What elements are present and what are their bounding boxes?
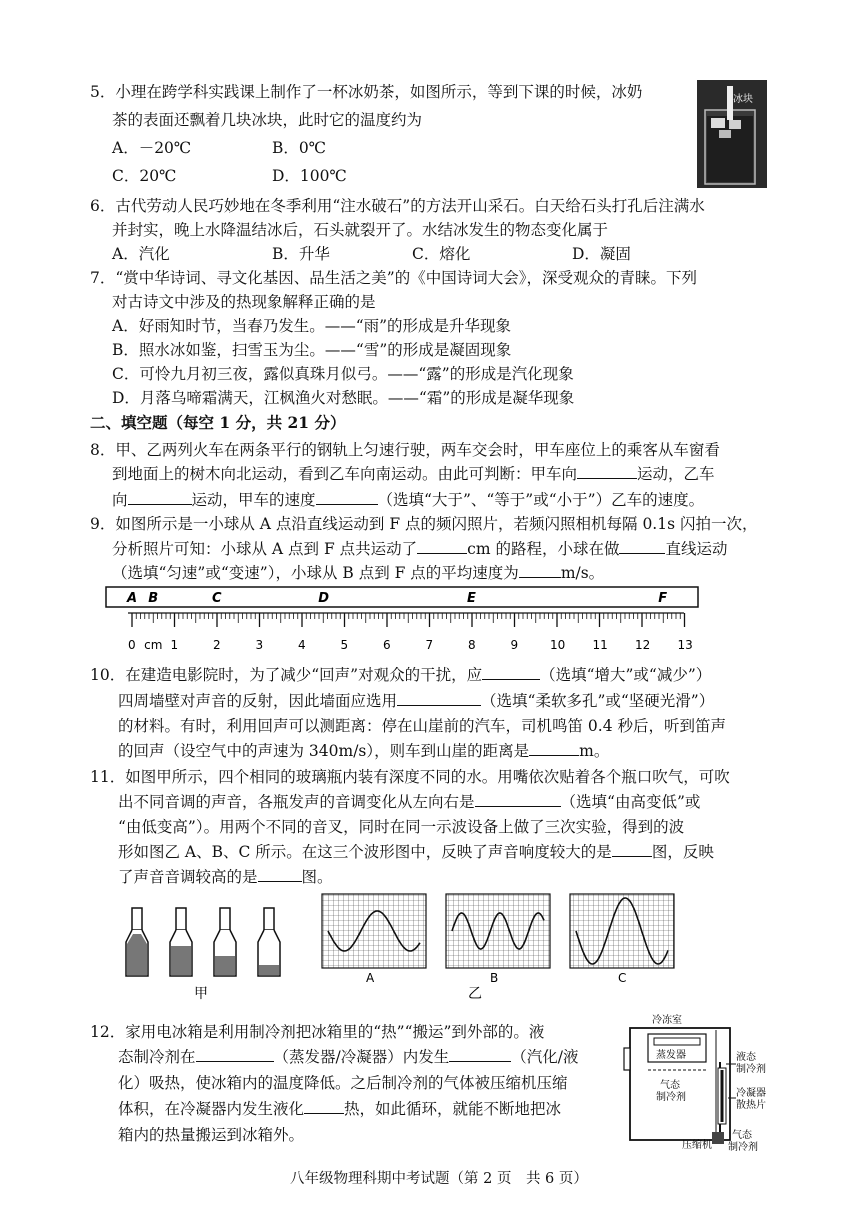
strobe-point-c: C — [212, 591, 222, 606]
waveforms-figure — [318, 890, 678, 1000]
q5-option-c: C．20℃ — [112, 167, 177, 185]
q8-stem-line3 — [112, 490, 704, 510]
q7-stem-line2: 对古诗文中涉及的热现象解释正确的是 — [112, 293, 376, 311]
fig-jia-label: 甲 — [194, 986, 208, 1002]
q11-blank-2[interactable] — [612, 842, 652, 857]
q11-blank-1[interactable] — [475, 792, 561, 807]
q9-text-2c: 直线运动 — [665, 540, 728, 558]
label-liquid-2: 制冷剂 — [736, 1064, 766, 1075]
q8-text-3a: 向 — [112, 491, 128, 509]
q5-option-b: B．0℃ — [272, 139, 327, 157]
q12-stem-line4 — [118, 1099, 561, 1119]
section-fill-in-heading: 二、填空题（每空 1 分，共 21 分） — [90, 413, 346, 432]
q7-option-d: D．月落乌啼霜满天，江枫渔火对愁眠。——“霜”的形成是凝华现象 — [112, 389, 575, 407]
q8-blank-3[interactable] — [316, 490, 378, 505]
q6-stem-line1: 6．古代劳动人民巧妙地在冬季利用“注水破石”的方法开山采石。白天给石头打孔后注满水 — [90, 197, 705, 215]
q10-text-1a: 10．在建造电影院时，为了减少“回声”对观众的干扰，应 — [90, 666, 483, 684]
bottle-4 — [258, 908, 280, 976]
label-evaporator: 蒸发器 — [656, 1050, 686, 1061]
q6-option-a: A．汽化 — [112, 245, 170, 263]
q5-stem-line1: 5．小理在跨学科实践课上制作了一杯冰奶茶，如图所示，等到下课的时候，冰奶 — [90, 83, 643, 101]
wave-a-label: A — [366, 971, 375, 985]
q10-stem-line2 — [118, 691, 714, 711]
ruler-label: 10 — [550, 638, 566, 652]
q7-option-b: B．照水冰如鉴，扫雪玉为尘。——“雪”的形成是凝固现象 — [112, 341, 512, 359]
q11-blank-3[interactable] — [258, 867, 302, 882]
q6-option-d: D．凝固 — [572, 245, 631, 263]
q11-text-4a: 形如图乙 A、B、C 所示。在这三个波形图中，反映了声音响度较大的是 — [118, 843, 612, 861]
wave-b — [446, 894, 550, 1000]
wave-c — [570, 894, 674, 985]
strobe-point-d: D — [318, 591, 330, 606]
fig-yi-label: 乙 — [468, 986, 482, 1000]
q11-text-5b: 图。 — [301, 868, 333, 886]
wave-a — [322, 894, 426, 985]
q10-blank-1[interactable] — [482, 665, 540, 680]
label-compressor: 压缩机 — [682, 1140, 712, 1151]
q11-text-4b: 图，反映 — [651, 843, 714, 861]
q10-stem-line1 — [90, 665, 711, 685]
ruler-label: 7 — [425, 638, 434, 652]
q12-blank-2[interactable] — [449, 1047, 511, 1062]
q10-text-4a: 的回声（设空气中的声速为 340m/s），则车到山崖的距离是 — [118, 742, 530, 760]
q9-stem-line3 — [112, 563, 604, 583]
ruler-label: cm — [144, 638, 163, 652]
q12-blank-1[interactable] — [196, 1047, 274, 1062]
q11-text-2b: （选填“由高变低”或 — [560, 793, 701, 811]
label-liquid-1: 液态 — [736, 1052, 756, 1063]
ruler-label: 9 — [510, 638, 519, 652]
q10-text-2b: （选填“柔软多孔”或“坚硬光滑”） — [481, 692, 715, 710]
q9-stem-line2 — [112, 539, 728, 559]
strobe-ruler-figure — [100, 583, 710, 653]
bottle-1 — [126, 908, 148, 976]
ruler-label: 0 — [128, 638, 136, 652]
strobe-point-e: E — [467, 591, 476, 606]
q9-text-3a: （选填“匀速”或“变速”），小球从 B 点到 F 点的平均速度为 — [112, 564, 519, 582]
q8-stem-line1: 8．甲、乙两列火车在两条平行的钢轨上匀速行驶，两车交会时，甲车座位上的乘客从车窗看 — [90, 441, 720, 459]
q12-stem-line2 — [118, 1047, 578, 1067]
q11-stem-line2 — [118, 792, 700, 812]
q5-option-d: D．100℃ — [272, 167, 347, 185]
q8-text-3b: 运动，甲车的速度 — [191, 491, 316, 509]
q12-text-2b: （蒸发器/冷凝器）内发生 — [273, 1048, 450, 1066]
ruler-label: 5 — [340, 638, 349, 652]
q10-text-1b: （选填“增大”或“减少”） — [540, 666, 712, 684]
q12-stem-line3: 化）吸热，使冰箱内的温度降低。之后制冷剂的气体被压缩机压缩 — [118, 1074, 568, 1092]
q10-blank-2[interactable] — [397, 691, 481, 706]
q9-blank-2[interactable] — [619, 539, 665, 554]
wave-c-label: C — [618, 971, 627, 985]
label-gas-out-2: 制冷剂 — [728, 1142, 758, 1153]
q7-stem-line1: 7．“赏中华诗词、寻文化基因、品生活之美”的《中国诗词大会》，深受观众的青睐。下列 — [90, 269, 697, 287]
strobe-point-f: F — [658, 591, 668, 606]
q8-blank-2[interactable] — [128, 490, 192, 505]
q7-option-a: A．好雨知时节，当春乃发生。——“雨”的形成是升华现象 — [112, 317, 512, 335]
q10-text-4b: m。 — [579, 742, 610, 760]
bottles-figure — [120, 900, 290, 1005]
q11-stem-line1: 11．如图甲所示，四个相同的玻璃瓶内装有深度不同的水。用嘴依次贴着各个瓶口吹气，可吹 — [90, 768, 730, 786]
wave-b-label: B — [490, 971, 499, 985]
ruler-label: 6 — [383, 638, 391, 652]
q8-text-2a: 到地面上的树木向北运动，看到乙车向南运动。由此可判断：甲车向 — [112, 465, 578, 483]
q6-stem-line2: 并封实，晚上水降温结冰后，石头就裂开了。水结冰发生的物态变化属于 — [112, 221, 609, 239]
ruler-label: 1 — [170, 638, 179, 652]
q12-blank-3[interactable] — [304, 1099, 344, 1114]
fridge-diagram — [620, 1010, 780, 1160]
bottle-3 — [214, 908, 236, 976]
q11-stem-line3: “由低变高”）。用两个不同的音叉，同时在同一示波设备上做了三次实验，得到的波 — [118, 818, 685, 836]
q9-text-2b: cm 的路程，小球在做 — [467, 540, 620, 558]
bottle-2 — [170, 908, 192, 976]
q11-text-5a: 了声音音调较高的是 — [118, 868, 258, 886]
q9-blank-1[interactable] — [417, 539, 467, 554]
q11-stem-line4 — [118, 842, 714, 862]
label-gas-out-1: 气态 — [732, 1130, 752, 1141]
q8-text-2b: 运动，乙车 — [637, 465, 715, 483]
q9-blank-3[interactable] — [519, 563, 561, 578]
q12-stem-line1: 12．家用电冰箱是利用制冷剂把冰箱里的“热”“搬运”到外部的。液 — [90, 1023, 545, 1041]
q6-option-b: B．升华 — [272, 245, 330, 263]
q9-stem-line1: 9．如图所示是一小球从 A 点沿直线运动到 F 点的频闪照片，若频闪照相机每隔 0.1s 闪拍一次， — [90, 515, 758, 533]
label-condenser-2: 散热片 — [736, 1100, 766, 1111]
q8-text-3c: （选填“大于”、“等于”或“小于”）乙车的速度。 — [377, 491, 705, 509]
q10-stem-line4 — [118, 741, 609, 761]
q11-text-2a: 出不同音调的声音，各瓶发声的音调变化从左向右是 — [118, 793, 475, 811]
q11-stem-line5 — [118, 867, 333, 887]
q12-text-2c: （汽化/液 — [511, 1048, 579, 1066]
label-condenser-1: 冷凝器 — [736, 1088, 766, 1099]
q7-option-c: C．可怜九月初三夜，露似真珠月似弓。——“露”的形成是汽化现象 — [112, 365, 574, 383]
ruler-label: 3 — [255, 638, 264, 652]
label-gas-1: 气态 — [660, 1080, 680, 1091]
photo-ice-label: 冰块 — [733, 94, 753, 105]
ruler-label: 4 — [298, 638, 306, 652]
ruler-label: 2 — [213, 638, 221, 652]
q10-stem-line3: 的材料。有时，利用回声可以测距离：停在山崖前的汽车，司机鸣笛 0.4 秒后，听到笛声 — [118, 717, 727, 735]
ice-milk-tea-photo — [697, 80, 767, 188]
q9-text-3b: m/s。 — [560, 564, 605, 582]
q10-text-2a: 四周墙壁对声音的反射，因此墙面应选用 — [118, 692, 398, 710]
q6-option-c: C．熔化 — [412, 245, 471, 263]
q12-text-2a: 态制冷剂在 — [118, 1048, 196, 1066]
q5-stem-line2: 茶的表面还飘着几块冰块，此时它的温度约为 — [112, 111, 423, 129]
q12-text-4b: 热，如此循环，就能不断地把冰 — [344, 1100, 562, 1118]
page-footer: 八年级物理科期中考试题（第 2 页 共 6 页） — [290, 1171, 588, 1187]
label-gas-2: 制冷剂 — [656, 1092, 686, 1103]
strobe-point-a: A — [127, 591, 138, 606]
ruler-label: 8 — [468, 638, 476, 652]
q8-stem-line2 — [112, 464, 715, 484]
ruler-label: 11 — [592, 638, 608, 652]
q12-text-4a: 体积，在冷凝器内发生液化 — [118, 1100, 305, 1118]
q12-stem-line5: 箱内的热量搬运到冰箱外。 — [118, 1126, 305, 1144]
q9-text-2a: 分析照片可知：小球从 A 点到 F 点共运动了 — [112, 540, 418, 558]
ruler-label: 13 — [677, 638, 693, 652]
q8-blank-1[interactable] — [577, 464, 637, 479]
label-freezer: 冷冻室 — [652, 1015, 682, 1026]
strobe-point-b: B — [148, 591, 159, 606]
q5-option-a: A．－20℃ — [112, 139, 192, 157]
ruler-label: 12 — [635, 638, 651, 652]
q10-blank-3[interactable] — [529, 741, 579, 756]
